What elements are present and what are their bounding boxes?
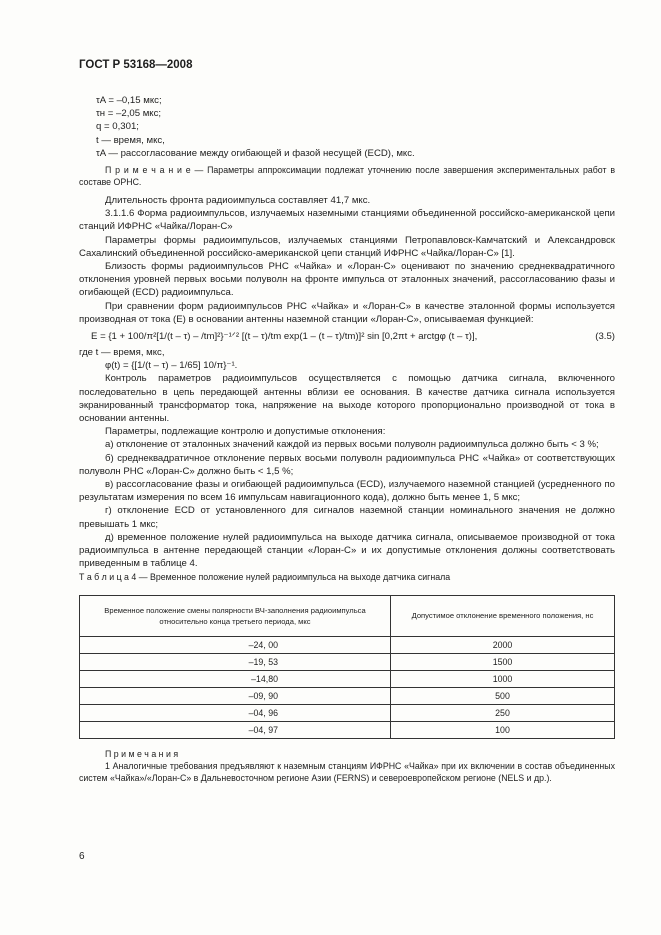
page-number: 6 — [79, 851, 85, 862]
table-caption-label: Т а б л и ц а 4 — [79, 571, 137, 582]
symbol-definitions — [79, 94, 615, 160]
table-caption — [79, 571, 615, 584]
para-phi: φ(t) = {[1/(t – τ) – 1/65] 10/π}⁻¹. — [105, 360, 238, 372]
table-row — [80, 653, 615, 670]
table-row — [80, 704, 615, 721]
table-header-time-position: Временное положение смены полярности ВЧ-заполнения радиоимпульса относительно конца третьего периода, мкс — [80, 595, 391, 636]
cell-time: –14,80 — [80, 670, 391, 687]
notes-label: П р и м е ч а н и я — [105, 748, 179, 759]
table-header-tolerance: Допустимое отклонение временного положения, нс — [391, 595, 615, 636]
formula-3-5 — [79, 330, 615, 344]
list-item-d: г) отклонение ECD от установленного для сигналов наземной станции номинального значения не должно превышать 1 мкс; — [79, 505, 615, 530]
cell-tolerance: 2000 — [391, 636, 615, 653]
note-text: — Параметры аппроксимации подлежат уточнению после завершения экспериментальных работ в составе ОРНС. — [79, 165, 615, 188]
list-item-e: д) временное положение нулей радиоимпульса на выходе датчика сигнала, описываемое производной от тока радиоимпульса в антенне передающей станции «Лоран-С» и их допустимые отклонения должны соответствовать приведенным в таблице 4. — [79, 531, 615, 570]
notes-block — [79, 748, 615, 784]
table-row — [80, 670, 615, 687]
para-closeness: Близость формы радиоимпульсов РНС «Чайка» и «Лоран-С» оценивают по значению среднеквадратичного отклонения уровней первых восьми полуволн на фронте импульса от эталонных значений, рассогласованию фазы и огибающей (ECD) радиоимпульса. — [79, 261, 615, 299]
cell-time: –04, 97 — [80, 721, 391, 738]
list-item-b: б) среднеквадратичное отклонение первых восьми полуволн радиоимпульса РНС «Чайка» от соответствующих полуволн РНС «Лоран-С» должно быть < 1,5 %; — [79, 452, 615, 477]
cell-tolerance: 250 — [391, 704, 615, 721]
para-compare: При сравнении форм радиоимпульсов РНС «Чайка» и «Лоран-С» в качестве эталонной формы используется производная от тока (E) в основании антенны наземной станции «Лоран-С», описываемая функцией: — [79, 300, 615, 325]
note-approximation — [79, 164, 615, 188]
list-item-a: а) отклонение от эталонных значений каждой из первых восьми полуволн радиоимпульса должно быть < 3 %; — [105, 439, 599, 451]
cell-tolerance: 500 — [391, 687, 615, 704]
def-tau-a: τA = –0,15 мкс; — [96, 95, 162, 106]
cell-tolerance: 1000 — [391, 670, 615, 687]
table-caption-text: — Временное положение нулей радиоимпульса на выходе датчика сигнала — [136, 571, 451, 582]
notes-item-1: 1 Аналогичные требования предъявляют к наземным станциям ИФРНС «Чайка» при их включении в состав объединенных систем «Чайка»/«Лоран-С» в Дальневосточном регионе Азии (FERNS) и североевропейском регионе (NELS и др.). — [79, 760, 615, 783]
table-4 — [79, 595, 615, 739]
table-row — [80, 721, 615, 738]
document-header: ГОСТ Р 53168—2008 — [79, 59, 193, 71]
section-3-1-1-6: 3.1.1.6 Форма радиоимпульсов, излучаемых наземными станциями объединенной российско-американской цепи станций ИФРНС «Чайка/Лоран-С» — [79, 208, 615, 233]
cell-tolerance: 1500 — [391, 653, 615, 670]
table-row — [80, 687, 615, 704]
cell-tolerance: 100 — [391, 721, 615, 738]
def-q: q = 0,301; — [96, 121, 139, 133]
cell-time: –04, 96 — [80, 704, 391, 721]
cell-time: –19, 53 — [80, 653, 391, 670]
cell-time: –24, 00 — [80, 636, 391, 653]
formula-number: (3.5) — [595, 331, 615, 343]
cell-time: –09, 90 — [80, 687, 391, 704]
note-label: П р и м е ч а н и е — [105, 165, 191, 176]
list-item-c: в) рассогласование фазы и огибающей радиоимпульса (ECD), излучаемого наземной станцией (усредненного по результатам измерения по всем 16 импульсам навигационного кода), должно быть менее 1, 5 мкс; — [79, 479, 615, 504]
def-ecd: τA — рассогласование между огибающей и фазой несущей (ECD), мкс. — [96, 147, 415, 159]
para-front-duration: Длительность фронта радиоимпульса составляет 41,7 мкс. — [105, 195, 371, 207]
para-where-t: где t — время, мкс, — [79, 347, 165, 359]
document-body — [79, 94, 615, 784]
para-parameters: Параметры формы радиоимпульсов, излучаемых станциями Петропавловск-Камчатский и Александровск Сахалинский объединенной российско-американской цепи станций ИФРНС «Чайка/Лоран-С» [1]. — [79, 234, 615, 259]
table-row — [80, 636, 615, 653]
def-tau-n: τн = –2,05 мкс; — [96, 108, 162, 120]
formula-expression: E = {1 + 100/π²[1/(t – τ) – /tm]²}⁻¹ᐟ² [(t – τ)/tm exp(1 – (t – τ)/tm)]² sin [0,2πt + arctgφ (t – τ)], — [91, 331, 478, 343]
para-control: Контроль параметров радиоимпульсов осуществляется с помощью датчика сигнала, включенного последовательно в цепь передающей антенны вблизи ее основания. В качестве датчика сигнала используется экранированный трансформатор тока, напряжение на выходе которого пропорционально производной от тока в основании антенны. — [79, 373, 615, 425]
def-t: t — время, мкс, — [96, 134, 165, 146]
para-list-intro: Параметры, подлежащие контролю и допустимые отклонения: — [105, 426, 386, 438]
